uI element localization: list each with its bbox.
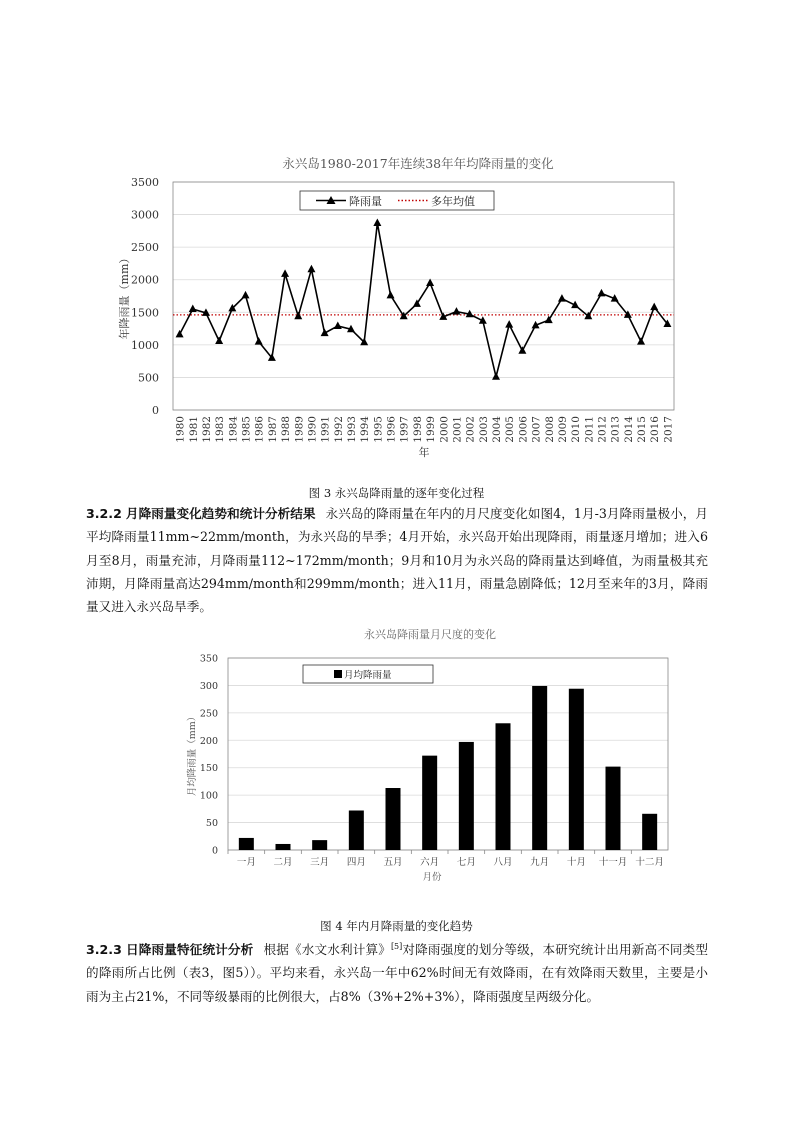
y-tick-label: 200: [199, 735, 218, 747]
bar: [422, 756, 437, 850]
chart-title: 永兴岛降雨量月尺度的变化: [364, 628, 496, 641]
section-body-part1: 根据《水文水利计算》: [263, 942, 391, 958]
rainfall-line: [180, 223, 668, 377]
data-point: [492, 372, 500, 380]
x-tick-label: 1986: [253, 416, 266, 443]
data-point: [637, 337, 645, 345]
y-axis-label: 年降雨量（mm）: [118, 252, 131, 340]
x-tick-label: 1995: [372, 416, 385, 443]
x-tick-label: 1987: [266, 416, 279, 443]
annual-rainfall-chart: [0, 0, 793, 470]
y-tick-label: 2000: [131, 273, 159, 287]
y-tick-label: 1000: [131, 338, 159, 352]
x-tick-label: 1996: [385, 416, 398, 443]
section-3-2-3: [86, 935, 708, 1008]
x-tick-label: 2002: [464, 416, 477, 443]
bar: [276, 844, 291, 850]
x-tick-label: 2009: [556, 416, 569, 443]
data-point: [189, 305, 197, 313]
x-tick-label: 2015: [636, 416, 649, 443]
y-tick-label: 1500: [131, 306, 159, 320]
data-point: [215, 336, 223, 344]
section-heading: 日降雨量特征统计分析: [126, 942, 254, 958]
y-tick-label: 0: [211, 845, 218, 857]
bar: [642, 814, 657, 850]
bar: [532, 686, 547, 850]
x-tick-label: 2011: [583, 416, 596, 443]
x-tick-label: 2012: [596, 416, 609, 443]
x-tick-label: 1998: [411, 416, 424, 443]
x-tick-label: 1989: [293, 416, 306, 443]
y-tick-label: 3000: [131, 208, 159, 222]
y-tick-label: 250: [199, 708, 218, 720]
legend-label-rainfall: 降雨量: [349, 195, 382, 208]
y-tick-label: 3500: [131, 176, 159, 189]
x-tick-label: 七月: [456, 857, 476, 868]
x-tick-label: 2016: [649, 416, 662, 443]
citation-ref: [5]: [390, 942, 403, 951]
x-tick-label: 九月: [530, 857, 550, 868]
x-tick-label: 1981: [187, 416, 200, 443]
section-body: 永兴岛的降雨量在年内的月尺度变化如图4，1月-3月降雨量极小，月平均降雨量11mm~22mm/month，为永兴岛的旱季；4月开始，永兴岛开始出现降雨，雨量逐月增加；进入6月至8月，雨量充沛，月降雨量112~172mm/month；9月和10月为永兴岛的降雨量达到峰值，为雨量极其充沛期，月降雨量高达294mm/month和299mm/month；进入11月，雨量急剧降低；12月至来年的3月，降雨量又进入永兴岛旱季。: [86, 506, 708, 615]
y-tick-label: 100: [199, 790, 218, 802]
bar: [239, 838, 254, 850]
x-tick-label: 2004: [491, 416, 504, 443]
x-tick-label: 四月: [346, 857, 366, 868]
figure-4-caption: 图 4 年内月降雨量的变化趋势: [320, 919, 473, 933]
legend: [303, 665, 433, 683]
legend: [300, 191, 494, 210]
x-tick-label: 2005: [504, 416, 517, 443]
x-tick-label: 1994: [359, 416, 372, 443]
x-tick-label: 2003: [477, 416, 490, 443]
data-point: [558, 294, 566, 302]
y-axis-label: 月均降雨量（mm）: [187, 711, 198, 797]
x-tick-label: 2006: [517, 416, 530, 443]
bar: [496, 723, 511, 850]
y-tick-label: 300: [199, 680, 218, 692]
bar: [386, 788, 401, 850]
x-tick-label: 2001: [451, 416, 464, 443]
x-tick-label: 1980: [174, 416, 187, 443]
section-number: 3.2.3: [86, 942, 122, 958]
data-point: [242, 291, 250, 299]
x-tick-label: 十一月: [598, 857, 628, 868]
data-point: [307, 265, 315, 273]
x-axis-label: 年: [418, 446, 430, 459]
section-number: 3.2.2: [86, 506, 122, 521]
data-point: [334, 321, 342, 329]
x-tick-label: 二月: [273, 857, 293, 868]
x-tick-label: 1985: [240, 416, 253, 443]
x-tick-label: 十月: [566, 857, 586, 868]
y-tick-label: 350: [199, 653, 218, 665]
legend-label-monthly: 月均降雨量: [344, 670, 392, 681]
x-tick-label: 2000: [438, 416, 451, 443]
bar: [459, 742, 474, 850]
x-tick-label: 1993: [345, 416, 358, 443]
data-point: [294, 312, 302, 320]
x-tick-label: 2013: [609, 416, 622, 443]
x-tick-label: 一月: [236, 857, 256, 868]
data-point: [373, 219, 381, 227]
legend-swatch: [334, 670, 342, 678]
y-tick-label: 50: [205, 818, 218, 830]
section-body-part2: 对降雨强度的划分等级，本研究统计出用新高不同类型的降雨所占比例（表3，图5））。平均来看，永兴岛一年中62%时间无有效降雨，在有效降雨天数里，主要是小雨为主占21%，不同等级暴雨的比例很大，占8%（3%+2%+3%），降雨强度呈两级分化。: [86, 942, 709, 1004]
x-tick-label: 十二月: [635, 857, 664, 868]
y-tick-label: 0: [152, 404, 159, 417]
x-tick-label: 1982: [200, 416, 213, 443]
y-tick-label: 150: [199, 763, 218, 775]
monthly-rainfall-chart: [0, 610, 793, 900]
bar: [569, 689, 584, 850]
x-tick-label: 六月: [420, 857, 440, 868]
plot-area: [228, 658, 668, 850]
x-tick-label: 2017: [662, 416, 675, 443]
x-tick-label: 1988: [280, 416, 293, 443]
x-tick-label: 2008: [543, 416, 556, 443]
section-3-2-2: [86, 502, 708, 618]
x-tick-label: 八月: [493, 857, 513, 868]
data-point: [176, 330, 184, 338]
data-point: [597, 289, 605, 297]
x-tick-label: 1983: [214, 416, 227, 443]
data-point: [452, 307, 460, 315]
x-tick-label: 1999: [425, 416, 438, 443]
chart-title: 永兴岛1980-2017年连续38年年均降雨量的变化: [282, 156, 554, 171]
figure-3-caption: 图 3 永兴岛降雨量的逐年变化过程: [308, 486, 485, 500]
x-tick-label: 1984: [227, 416, 240, 443]
data-point: [387, 291, 395, 299]
x-tick-label: 三月: [310, 857, 330, 868]
data-point: [505, 320, 513, 328]
data-point: [518, 346, 526, 354]
legend-label-mean: 多年均值: [431, 195, 475, 208]
bar: [312, 840, 327, 850]
bar: [606, 767, 621, 850]
x-tick-label: 2010: [570, 416, 583, 443]
x-tick-label: 2007: [530, 416, 543, 443]
y-tick-label: 2500: [131, 241, 159, 255]
data-point: [650, 303, 658, 311]
x-tick-label: 五月: [383, 857, 403, 868]
x-axis-label: 月份: [422, 872, 442, 883]
x-tick-label: 1997: [398, 416, 411, 443]
y-tick-label: 500: [138, 371, 159, 385]
section-heading: 月降雨量变化趋势和统计分析结果: [125, 506, 316, 521]
x-tick-label: 1992: [332, 416, 345, 443]
x-tick-label: 2014: [622, 416, 635, 443]
x-tick-label: 1990: [306, 416, 319, 443]
data-point: [255, 337, 263, 345]
data-point: [281, 269, 289, 277]
x-tick-label: 1991: [319, 416, 332, 443]
bar: [349, 811, 364, 850]
